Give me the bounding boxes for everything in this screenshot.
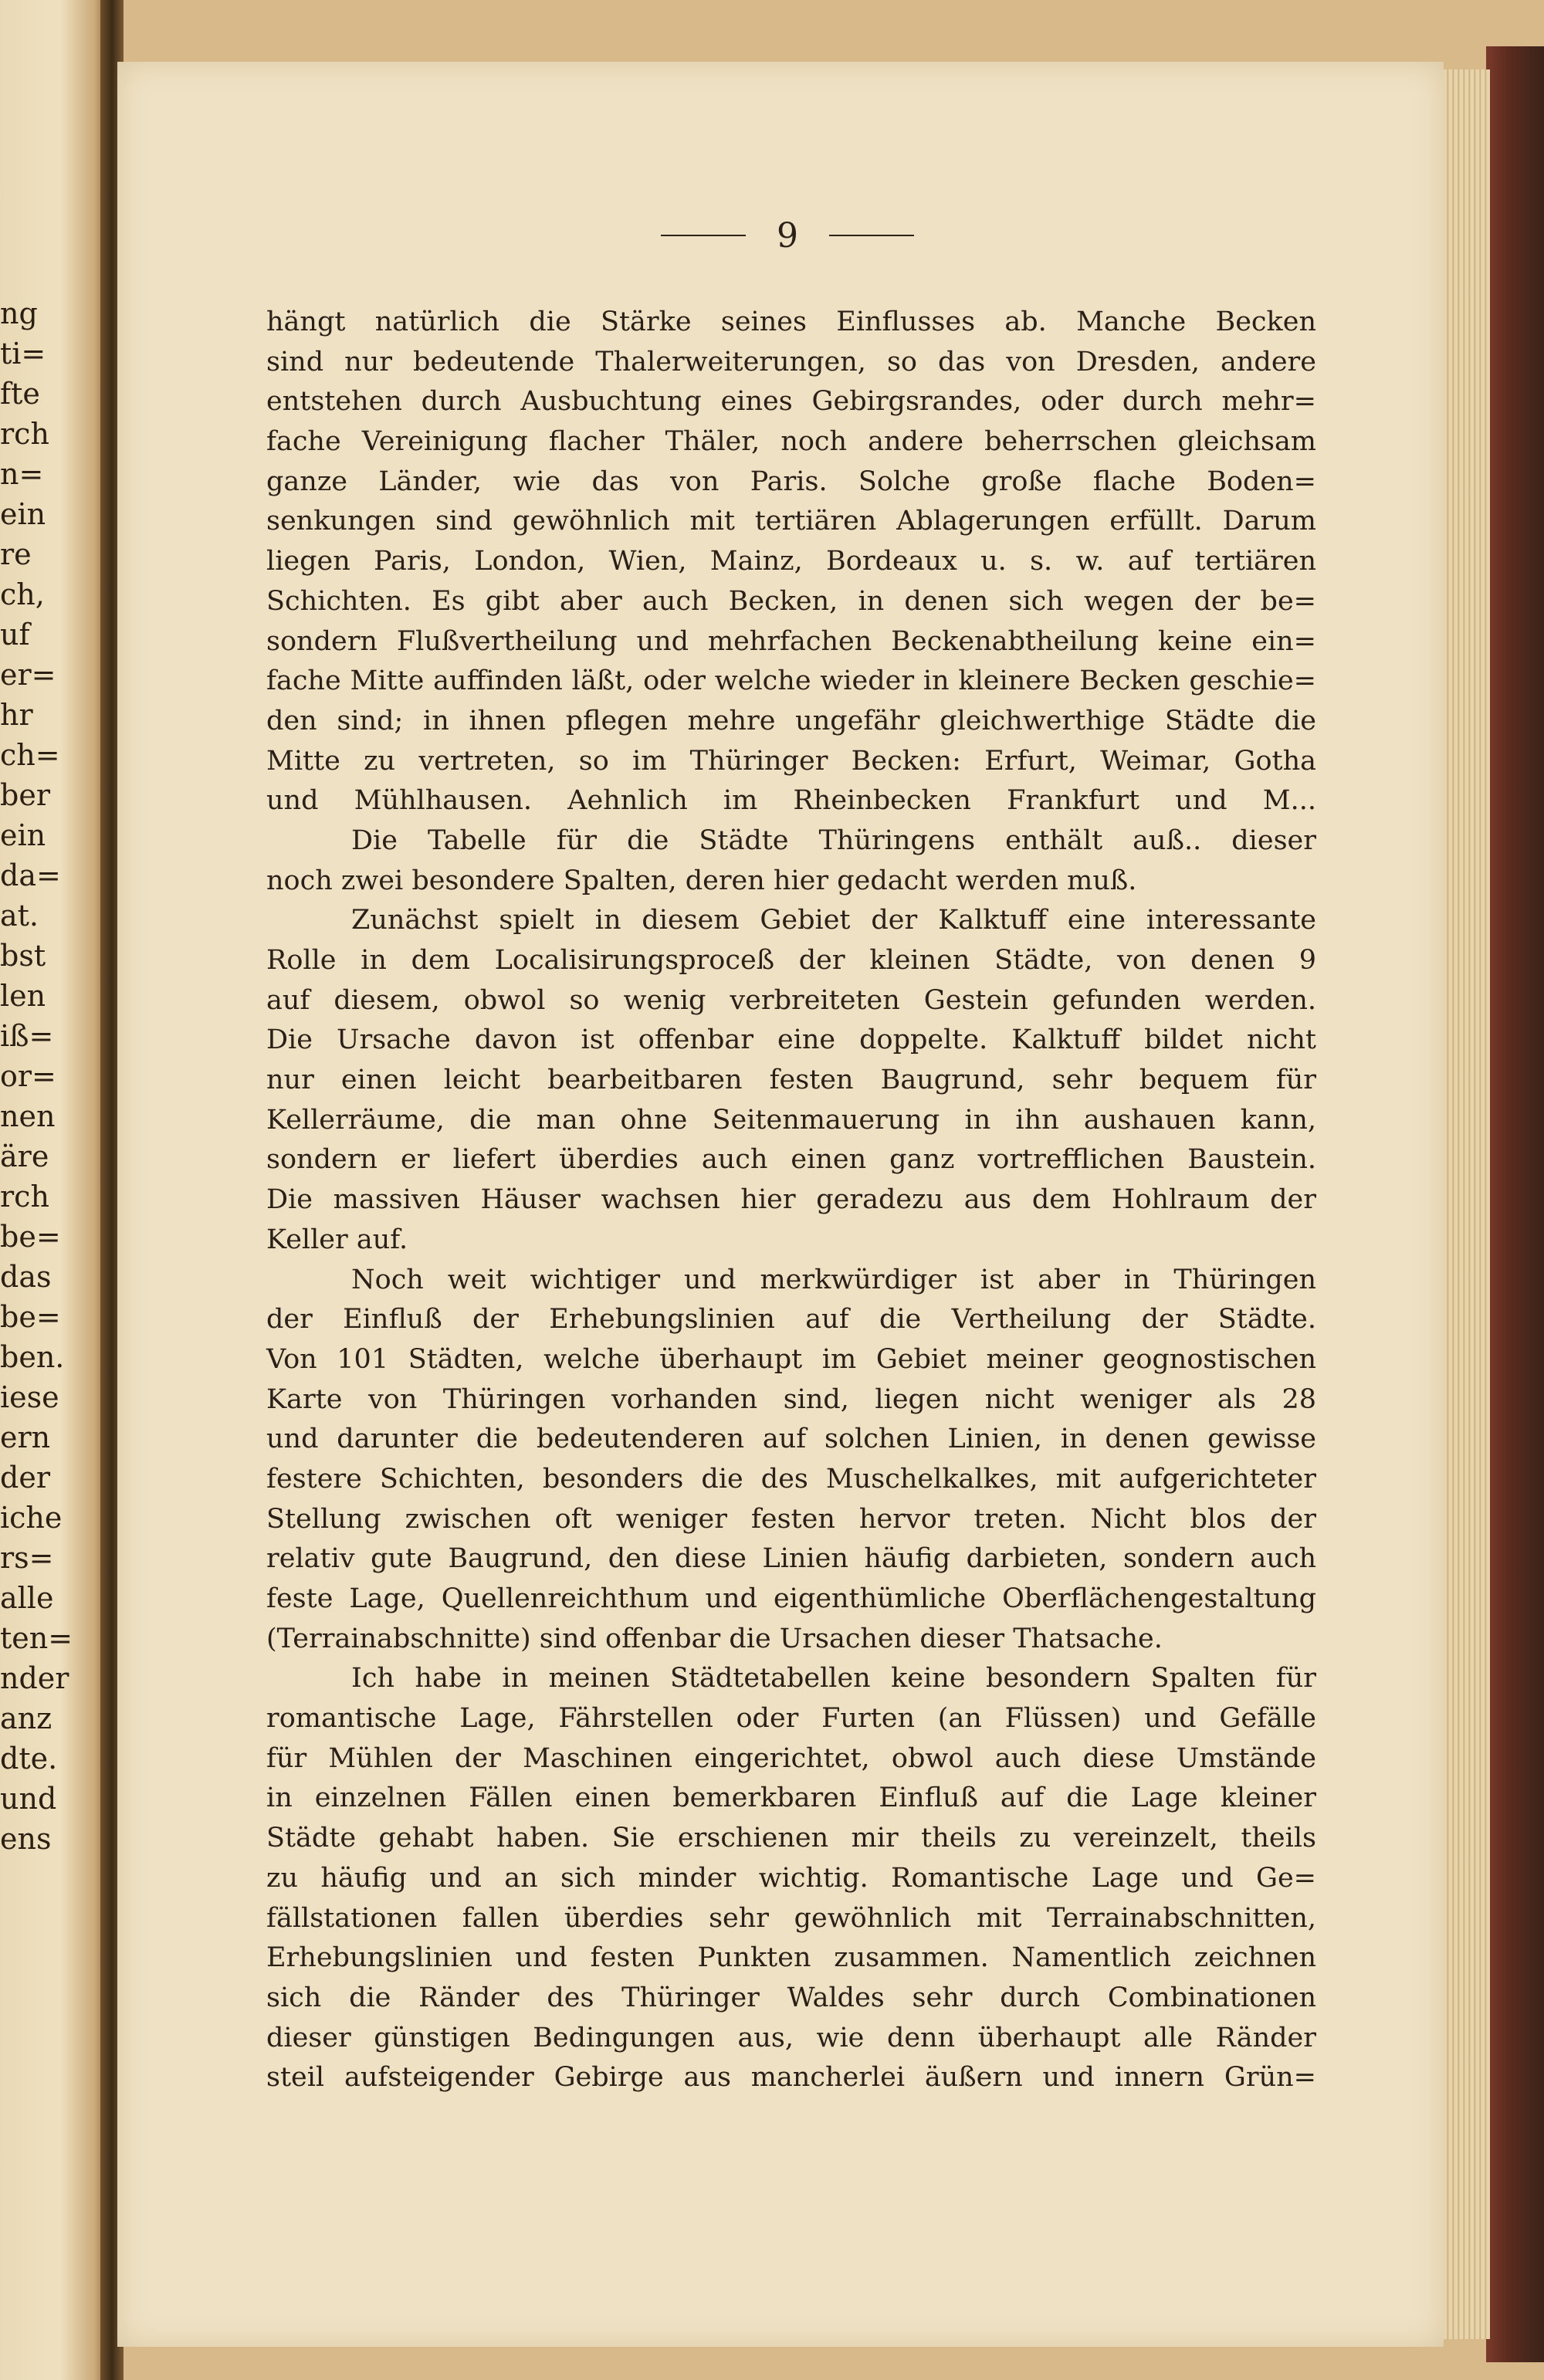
text-line: Städte gehabt haben. Sie erschienen mir theils zu vereinzelt, theils xyxy=(266,1823,1316,1854)
left-page-fragment: ern xyxy=(0,1420,51,1454)
left-page-fragment: ch, xyxy=(0,577,45,611)
text-line: für Mühlen der Maschinen eingerichtet, obwol auch diese Umstände xyxy=(266,1742,1316,1774)
left-page-fragment: len xyxy=(0,979,46,1013)
text-line: Noch weit wichtiger und merkwürdiger ist aber in Thüringen xyxy=(351,1264,1316,1295)
text-line: hängt natürlich die Stärke seines Einflusses ab. Manche Becken xyxy=(266,306,1316,337)
left-page-fragment: iß= xyxy=(0,1019,54,1053)
left-page-fragment: hr xyxy=(0,698,33,732)
left-page-fragment: anz xyxy=(0,1701,52,1735)
body-text xyxy=(266,303,1316,2098)
left-page-fragment: ben. xyxy=(0,1340,65,1374)
text-line: senkungen sind gewöhnlich mit tertiären Ablagerungen erfüllt. Darum xyxy=(266,506,1316,537)
left-page-text-fragments xyxy=(0,293,73,2146)
left-page-fragment: er= xyxy=(0,658,56,692)
left-page-fragment: ein xyxy=(0,497,46,531)
text-line: Karte von Thüringen vorhanden sind, liegen nicht weniger als 28 xyxy=(266,1383,1316,1415)
text-line: der Einfluß der Erhebungslinien auf die Vertheilung der Städte. xyxy=(266,1304,1316,1336)
text-line: dieser günstigen Bedingungen aus, wie denn überhaupt alle Ränder xyxy=(266,2022,1316,2053)
text-line: und Mühlhausen. Aehnlich im Rheinbecken Frankfurt und M... xyxy=(266,785,1316,817)
text-line: romantische Lage, Fährstellen oder Furten (an Flüssen) und Gefälle xyxy=(266,1703,1316,1735)
text-line: festere Schichten, besonders die des Muschelkalkes, mit aufgerichteter xyxy=(266,1463,1316,1495)
left-page-fragment: ein xyxy=(0,818,46,852)
left-page-fragment: äre xyxy=(0,1139,49,1173)
left-page-fragment: ch= xyxy=(0,738,60,772)
left-page-fragment: rch xyxy=(0,417,49,451)
text-line: nur einen leicht bearbeitbaren festen Baugrund, sehr bequem für xyxy=(266,1065,1316,1096)
left-page-fragment: rch xyxy=(0,1180,49,1214)
left-page-fragment: der xyxy=(0,1461,50,1495)
text-line: Zunächst spielt in diesem Gebiet der Kalktuff eine interessante xyxy=(351,905,1316,936)
text-line: Keller auf. xyxy=(266,1224,408,1255)
text-line: entstehen durch Ausbuchtung eines Gebirgsrandes, oder durch mehr= xyxy=(266,386,1316,418)
text-line: Schichten. Es gibt aber auch Becken, in denen sich wegen der be= xyxy=(266,585,1316,617)
text-line: fache Vereinigung flacher Thäler, noch andere beherrschen gleichsam xyxy=(266,426,1316,458)
text-line: steil aufsteigender Gebirge aus mancherlei äußern und innern Grün= xyxy=(266,2062,1316,2094)
text-line: in einzelnen Fällen einen bemerkbaren Einfluß auf die Lage kleiner xyxy=(266,1782,1316,1814)
text-line: Die Tabelle für die Städte Thüringens enthält auß.. dieser xyxy=(351,824,1316,856)
left-page-fragment: das xyxy=(0,1260,52,1294)
left-page-fragment: nder xyxy=(0,1661,69,1695)
text-line: noch zwei besondere Spalten, deren hier gedacht werden muß. xyxy=(266,865,1137,896)
text-line: fällstationen fallen überdies sehr gewöhnlich mit Terrainabschnitten, xyxy=(266,1902,1316,1934)
header-rule-left xyxy=(661,235,746,236)
text-line: den sind; in ihnen pflegen mehre ungefähr gleichwerthige Städte die xyxy=(266,705,1316,736)
book-cover-edge xyxy=(1486,46,1544,2362)
page-stack-edge xyxy=(1444,69,1490,2339)
page-header xyxy=(610,212,965,259)
left-page-fragment: ber xyxy=(0,778,50,812)
text-line: Die Ursache davon ist offenbar eine doppelte. Kalktuff bildet nicht xyxy=(266,1024,1316,1056)
text-line: ganze Länder, wie das von Paris. Solche große flache Boden= xyxy=(266,466,1316,497)
text-line: zu häufig und an sich minder wichtig. Romantische Lage und Ge= xyxy=(266,1862,1316,1894)
left-page-fragment: ens xyxy=(0,1822,52,1856)
left-page-fragment: be= xyxy=(0,1300,61,1334)
header-rule-right xyxy=(829,235,914,236)
page-number: 9 xyxy=(777,215,798,256)
text-line: Kellerräume, die man ohne Seitenmauerung in ihn aushauen kann, xyxy=(266,1104,1316,1136)
text-line: sich die Ränder des Thüringer Waldes sehr durch Combinationen xyxy=(266,1982,1316,2013)
left-page xyxy=(0,0,108,2380)
left-page-fragment: uf xyxy=(0,618,30,652)
left-page-fragment: rs= xyxy=(0,1541,54,1575)
left-page-fragment: ng xyxy=(0,296,38,330)
left-page-fragment: fte xyxy=(0,377,40,411)
text-line: liegen Paris, London, Wien, Mainz, Bordeaux u. s. w. auf tertiären xyxy=(266,546,1316,577)
text-line: Die massiven Häuser wachsen hier geradezu aus dem Hohlraum der xyxy=(266,1184,1316,1216)
text-line: Rolle in dem Localisirungsproceß der kleinen Städte, von denen 9 xyxy=(266,945,1316,976)
left-page-fragment: be= xyxy=(0,1220,61,1254)
text-line: relativ gute Baugrund, den diese Linien häufig darbieten, sondern auch xyxy=(266,1543,1316,1575)
left-page-fragment: at. xyxy=(0,899,39,933)
text-line: Stellung zwischen oft weniger festen hervor treten. Nicht blos der xyxy=(266,1503,1316,1535)
left-page-fragment: und xyxy=(0,1782,57,1816)
left-page-fragment: ten= xyxy=(0,1621,73,1655)
text-line: auf diesem, obwol so wenig verbreiteten Gestein gefunden werden. xyxy=(266,984,1316,1016)
left-page-fragment: or= xyxy=(0,1059,56,1093)
text-line: (Terrainabschnitte) sind offenbar die Ursachen dieser Thatsache. xyxy=(266,1623,1163,1654)
text-line: Erhebungslinien und festen Punkten zusammen. Namentlich zeichnen xyxy=(266,1942,1316,1974)
text-line: und darunter die bedeutenderen auf solchen Linien, in denen gewisse xyxy=(266,1424,1316,1455)
text-line: Von 101 Städten, welche überhaupt im Gebiet meiner geognostischen xyxy=(266,1343,1316,1375)
text-line: Mitte zu vertreten, so im Thüringer Becken: Erfurt, Weimar, Gotha xyxy=(266,745,1316,777)
left-page-fragment: re xyxy=(0,537,32,571)
left-page-fragment: alle xyxy=(0,1581,54,1615)
text-line: feste Lage, Quellenreichthum und eigenthümliche Oberflächengestaltung xyxy=(266,1583,1316,1614)
text-line: fache Mitte auffinden läßt, oder welche wieder in kleinere Becken geschie= xyxy=(266,665,1316,697)
text-line: sind nur bedeutende Thalerweiterungen, so das von Dresden, andere xyxy=(266,346,1316,377)
left-page-fragment: iche xyxy=(0,1501,63,1535)
left-page-fragment: da= xyxy=(0,858,61,892)
left-page-fragment: n= xyxy=(0,457,44,491)
text-line: sondern Flußvertheilung und mehrfachen Beckenabtheilung keine ein= xyxy=(266,625,1316,657)
left-page-fragment: bst xyxy=(0,939,46,973)
text-line: Ich habe in meinen Städtetabellen keine besondern Spalten für xyxy=(351,1663,1316,1694)
left-page-fragment: ti= xyxy=(0,337,46,371)
left-page-fragment: iese xyxy=(0,1380,59,1414)
text-line: sondern er liefert überdies auch einen ganz vortrefflichen Baustein. xyxy=(266,1144,1316,1176)
left-page-fragment: nen xyxy=(0,1099,56,1133)
left-page-fragment: dte. xyxy=(0,1742,58,1776)
